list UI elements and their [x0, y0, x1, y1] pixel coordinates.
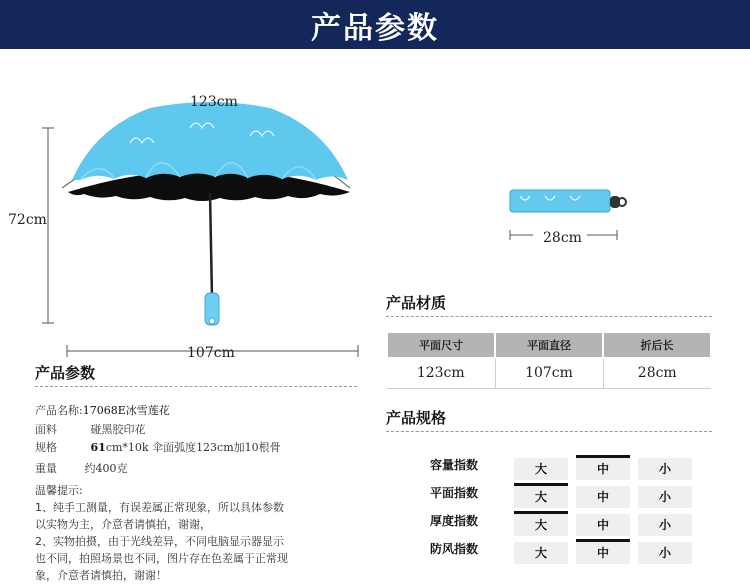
index-scale [514, 458, 692, 480]
open-umbrella-illustration [20, 88, 365, 363]
page-header [0, 0, 750, 49]
material-divider [386, 316, 712, 317]
spec-value-bold: 61 [90, 441, 106, 454]
weight-value: 约400克 [84, 462, 128, 475]
weight-label: 重量 [35, 462, 57, 475]
spec-title: 产品规格 [386, 409, 447, 427]
material-header-size: 平面尺寸 [387, 332, 495, 358]
index-scale [514, 486, 692, 508]
index-label: 平面指数 [430, 486, 479, 500]
tips-line: 以实物为主，介意者请慎拍，谢谢， [35, 518, 211, 531]
tips-line: 1、纯手工测量，有误差属正常现象，所以具体参数 [35, 501, 284, 514]
spec-divider [386, 431, 712, 432]
index-level: 小 [638, 514, 692, 536]
index-level-selected: 大 [514, 514, 568, 536]
index-level: 小 [638, 542, 692, 564]
material-value-folded: 28cm [603, 358, 711, 388]
material-table [386, 331, 712, 389]
tips-line: 也不同，拍照场景也不同，图片存在色差属于正常现 [35, 552, 288, 565]
index-level-selected: 中 [576, 458, 630, 480]
spec-row [35, 439, 281, 455]
index-level: 中 [576, 514, 630, 536]
fabric-label: 面料 [35, 423, 57, 436]
height-label: 72cm [8, 212, 47, 228]
index-level: 小 [638, 458, 692, 480]
fabric-value: 碰黑胶印花 [90, 423, 146, 436]
material-header-folded: 折后长 [603, 332, 711, 358]
material-title: 产品材质 [386, 294, 447, 312]
index-level: 大 [514, 542, 568, 564]
index-level: 大 [514, 458, 568, 480]
params-divider [35, 386, 357, 387]
product-name-row [35, 402, 170, 418]
product-name-value: 17068E冰雪莲花 [82, 404, 170, 417]
width-label: 123cm [190, 94, 238, 110]
spec-label: 规格 [35, 441, 57, 454]
index-level: 小 [638, 486, 692, 508]
index-scale [514, 514, 692, 536]
index-level-selected: 中 [576, 542, 630, 564]
canopy-top [72, 102, 348, 180]
weight-row [35, 460, 128, 476]
tips-block [35, 482, 288, 584]
tips-line: 2、实物拍摄，由于光线差异，不同电脑显示器显示 [35, 535, 284, 548]
material-header-diameter: 平面直径 [495, 332, 603, 358]
spec-value-rest: cm*10k 伞面弧度123cm加10根骨 [105, 441, 281, 454]
index-label: 防风指数 [430, 542, 479, 556]
index-level: 中 [576, 486, 630, 508]
arc-length-label: 107cm [187, 345, 235, 361]
tips-line: 象，介意者请慎拍，谢谢！ [35, 569, 167, 582]
material-value-diameter: 107cm [495, 358, 603, 388]
fabric-row [35, 421, 146, 437]
index-scale [514, 542, 692, 564]
index-level-selected: 大 [514, 486, 568, 508]
params-title: 产品参数 [35, 364, 96, 382]
material-value-size: 123cm [387, 358, 495, 388]
index-label: 容量指数 [430, 458, 479, 472]
tips-title: 温馨提示: [35, 484, 83, 497]
index-label: 厚度指数 [430, 514, 479, 528]
page-title: 产品参数 [311, 10, 439, 46]
umbrella-shaft [210, 193, 212, 298]
product-name-label: 产品名称: [35, 404, 83, 417]
folded-length-label: 28cm [543, 230, 582, 246]
